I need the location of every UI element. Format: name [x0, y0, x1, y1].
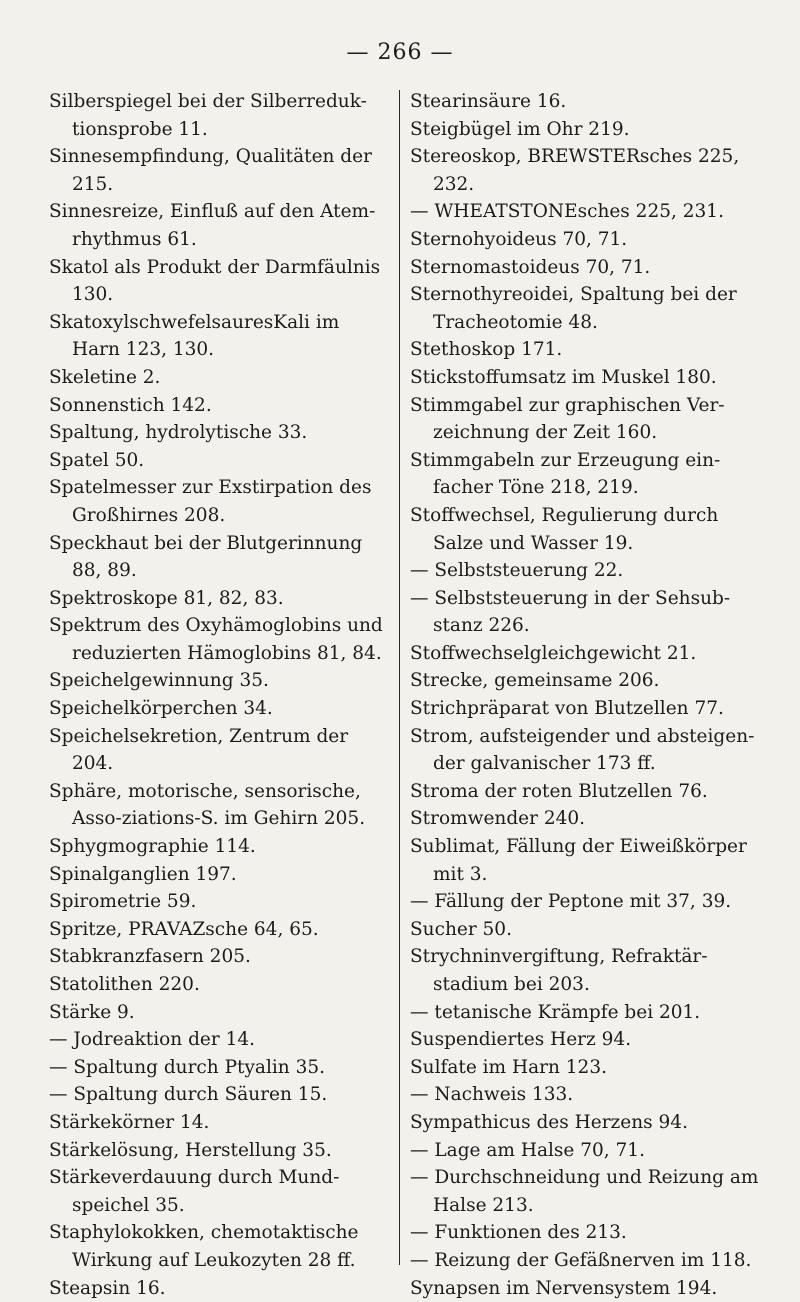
index-entry: Stimmgabeln zur Erzeugung ein-facher Töne 218, 219.: [410, 449, 721, 499]
index-entry: Steigbügel im Ohr 219.: [410, 118, 630, 140]
index-entry: Stoffwechselgleichgewicht 21.: [410, 642, 697, 664]
index-entry: Stickstoffumsatz im Muskel 180.: [410, 366, 717, 388]
index-entry: — Spaltung durch Ptyalin 35.: [49, 1056, 326, 1078]
index-entry: — Jodreaktion der 14.: [49, 1029, 256, 1051]
column-divider: [399, 90, 400, 1265]
index-entry: Sublimat, Fällung der Eiweißkörper mit 3.: [410, 836, 747, 885]
index-entry: Speichelgewinnung 35.: [49, 670, 269, 692]
index-entry: Speckhaut bei der Blutgerinnung 88, 89.: [49, 532, 363, 582]
index-entry: — Reizung der Gefäßnerven im 118.: [410, 1249, 752, 1271]
index-entry: Sympathicus des Herzens 94.: [410, 1111, 688, 1133]
index-entry: — Nachweis 133.: [410, 1084, 574, 1106]
index-entry: — Durchschneidung und Reizung am Halse 213.: [410, 1167, 759, 1216]
page-number: — 266 —: [346, 40, 454, 65]
index-column-right: [410, 88, 760, 1302]
index-entry: — WHEATSTONEsches 225, 231.: [410, 201, 724, 223]
index-entry: Sternothyreoidei, Spaltung bei der Tracheotomie 48.: [410, 284, 737, 333]
index-entry: Spektroskope 81, 82, 83.: [49, 587, 284, 609]
index-entry: Strychninvergiftung, Refraktär-stadium bei 203.: [410, 946, 708, 995]
index-entry: Sinnesempfindung, Qualitäten der 215.: [49, 146, 372, 195]
index-entry: Statolithen 220.: [49, 974, 200, 995]
index-entry: Strichpräparat von Blutzellen 77.: [410, 698, 724, 720]
index-entry: Skeletine 2.: [49, 366, 161, 388]
index-entry: Strecke, gemeinsame 206.: [410, 670, 660, 692]
index-entry: Stereoskop, BREWSTERsches 225, 232.: [410, 146, 740, 195]
index-entry: Stabkranzfasern 205.: [49, 946, 251, 968]
index-entry: Sphäre, motorische, sensorische, Asso-ziations-S. im Gehirn 205.: [49, 780, 366, 830]
index-entry: Skatol als Produkt der Darmfäulnis 130.: [49, 256, 381, 306]
index-entry: — Lage am Halse 70, 71.: [410, 1139, 645, 1161]
index-entry: Staphylokokken, chemotaktische Wirkung auf Leukozyten 28 ff.: [49, 1222, 359, 1271]
index-entry: Suspendiertes Herz 94.: [410, 1029, 632, 1051]
index-entry: Stearinsäure 16.: [410, 91, 567, 112]
index-entry: Spaltung, hydrolytische 33.: [49, 422, 308, 444]
index-entry: Stärke 9.: [49, 1001, 135, 1023]
index-entry: — Selbststeuerung in der Sehsub-stanz 226.: [410, 587, 731, 637]
index-entry: Spritze, PRAVAZsche 64, 65.: [49, 918, 319, 940]
index-entry: Spinalganglien 197.: [49, 863, 237, 885]
index-entry: Stroma der roten Blutzellen 76.: [410, 780, 708, 802]
index-entry: Synapsen im Nervensystem 194.: [410, 1277, 718, 1299]
index-entry: Stärkelösung, Herstellung 35.: [49, 1139, 332, 1161]
index-entry: Spatelmesser zur Exstirpation des Großhirnes 208.: [49, 477, 372, 526]
index-entry: Spatel 50.: [49, 449, 145, 471]
index-entry: Sucher 50.: [410, 918, 512, 940]
index-entry: SkatoxylschwefelsauresKali im Harn 123, 130.: [49, 311, 340, 361]
index-entry: Stromwender 240.: [410, 808, 586, 830]
index-entry: Speichelkörperchen 34.: [49, 698, 273, 720]
index-entry: Spirometrie 59.: [49, 891, 197, 913]
index-entry: Sternomastoideus 70, 71.: [410, 256, 651, 278]
index-entry: Stärkeverdauung durch Mund-speichel 35.: [49, 1167, 340, 1216]
index-entry: Spektrum des Oxyhämoglobins und reduzierten Hämoglobins 81, 84.: [49, 615, 383, 664]
index-entry: Steapsin 16.: [49, 1277, 166, 1299]
index-entry: — Selbststeuerung 22.: [410, 560, 624, 582]
index-column-left: [49, 88, 389, 1302]
index-entry: Stärkekörner 14.: [49, 1111, 210, 1133]
index-entry: Sonnenstich 142.: [49, 394, 212, 416]
index-entry: Speichelsekretion, Zentrum der 204.: [49, 725, 349, 775]
index-entry: Silberspiegel bei der Silberreduk-tionsprobe 11.: [49, 91, 367, 140]
index-entry: — tetanische Krämpfe bei 201.: [410, 1001, 701, 1023]
index-entry: Sinnesreize, Einfluß auf den Atem-rhythmus 61.: [49, 201, 376, 250]
index-entry: — Fällung der Peptone mit 37, 39.: [410, 891, 732, 913]
index-entry: — Spaltung durch Säuren 15.: [49, 1084, 328, 1106]
index-entry: Stoffwechsel, Regulierung durch Salze und Wasser 19.: [410, 504, 719, 554]
index-entry: Stethoskop 171.: [410, 339, 563, 361]
index-entry: — Funktionen des 213.: [410, 1222, 627, 1244]
index-entry: Sulfate im Harn 123.: [410, 1056, 607, 1078]
index-entry: Sternohyoideus 70, 71.: [410, 228, 628, 250]
index-entry: Strom, aufsteigender und absteigen-der galvanischer 173 ff.: [410, 725, 755, 775]
index-entry: Sphygmographie 114.: [49, 836, 256, 858]
index-entry: Stimmgabel zur graphischen Ver-zeichnung der Zeit 160.: [410, 394, 725, 444]
